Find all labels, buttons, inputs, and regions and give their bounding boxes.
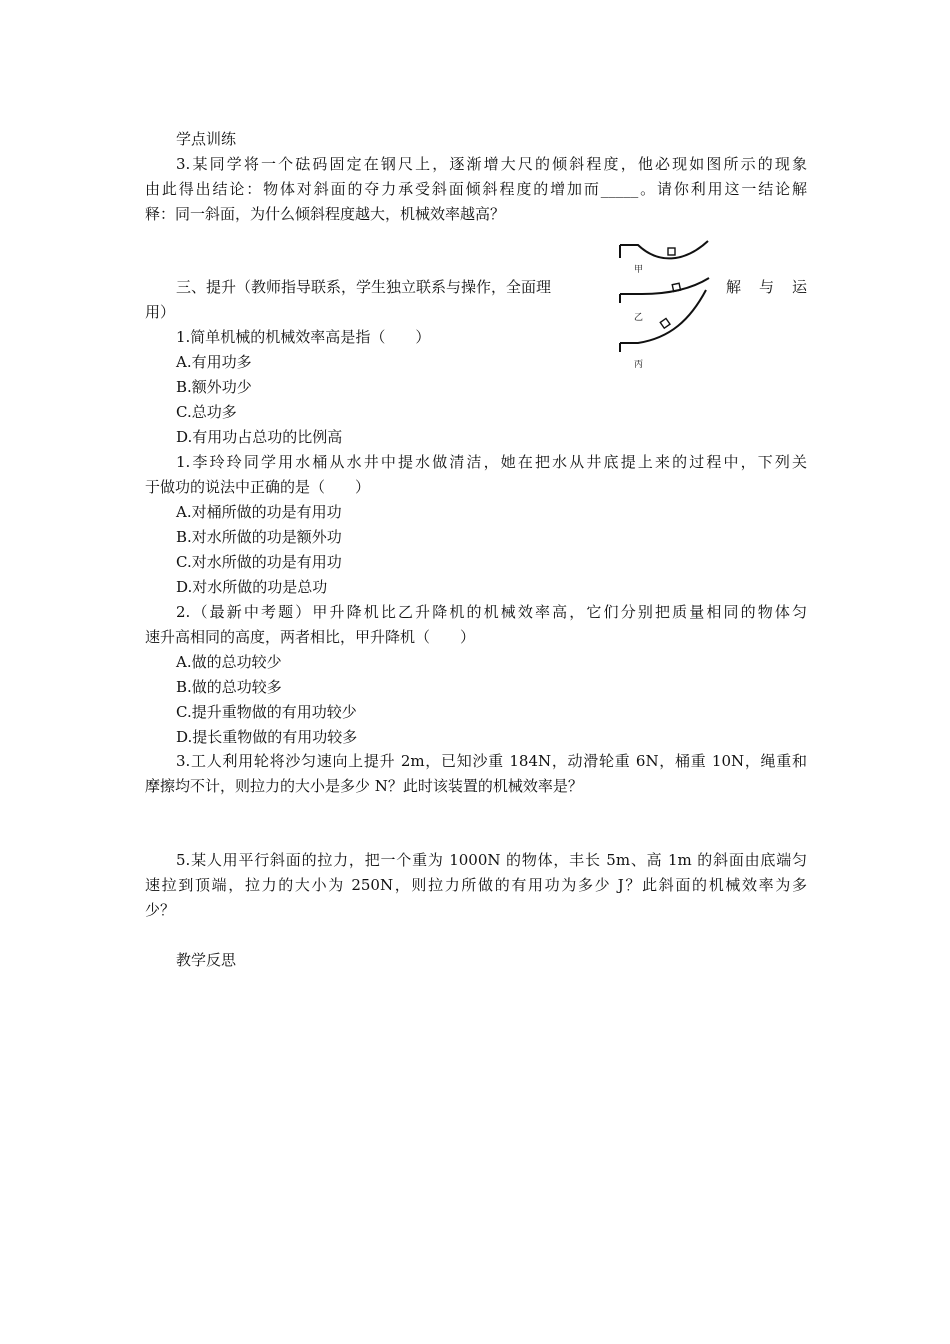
- mc2-option-a: A.对桶所做的功是有用功: [176, 503, 342, 521]
- mc1-option-a: A.有用功多: [176, 353, 252, 371]
- q3-study-line-3: 释：同一斜面，为什么倾斜程度越大，机械效率越高？: [145, 205, 506, 223]
- q3-study-line-1: 3.某同学将一个砝码固定在钢尺上，逐渐增大尺的倾斜程度，他必现如图所示的现象: [176, 155, 807, 173]
- mc1-option-c: C.总功多: [176, 403, 237, 421]
- figure-label-a: 甲: [634, 265, 644, 275]
- section-heading-reflection: 教学反思: [176, 951, 237, 969]
- mc3-stem-line-1: 2.（最新中考题）甲升降机比乙升降机的机械效率高，它们分别把质量相同的物体匀: [176, 603, 807, 621]
- figure-label-c: 丙: [634, 360, 644, 370]
- mc2-stem-line-2: 于做功的说法中正确的是（ ）: [145, 478, 371, 496]
- mc2-stem-line-1: 1.李玲玲同学用水桶从水井中提水做清洁，她在把水从井底提上来的过程中，下列关: [176, 453, 807, 471]
- mc1-option-b: B.额外功少: [176, 378, 252, 396]
- section-heading-study: 学点训练: [176, 130, 237, 148]
- mc3-stem-line-2: 速升高相同的高度，两者相比，甲升降机（ ）: [145, 628, 476, 646]
- q-incline-line-2: 速拉到顶端，拉力的大小为 250N，则拉力所做的有用功为多少 J？此斜面的机械效率为多: [145, 876, 807, 894]
- mc2-option-c: C.对水所做的功是有用功: [176, 553, 342, 571]
- mc3-option-b: B.做的总功较多: [176, 678, 282, 696]
- figure-label-b: 乙: [634, 313, 644, 323]
- q-pulley-line-1: 3.工人利用轮将沙匀速向上提升 2m，已知沙重 184N，动滑轮重 6N，桶重 10N，绳重和: [176, 752, 807, 770]
- mc1-option-d: D.有用功占总功的比例高: [176, 428, 343, 446]
- section-heading-three-cont: 用）: [145, 303, 176, 321]
- q3-study-line-2: 由此得出结论：物体对斜面的夺力承受斜面倾斜程度的增加而_____。请你利用这一结论解: [145, 180, 807, 198]
- mc3-option-d: D.提长重物做的有用功较多: [176, 728, 358, 746]
- mc1-stem: 1.简单机械的机械效率高是指（ ）: [176, 328, 431, 346]
- mc3-option-c: C.提升重物做的有用功较少: [176, 703, 357, 721]
- incline-ruler-figure: [618, 238, 714, 374]
- q-incline-line-3: 少？: [145, 901, 176, 919]
- mc2-option-b: B.对水所做的功是额外功: [176, 528, 342, 546]
- q-pulley-line-2: 摩擦均不计，则拉力的大小是多少 N？此时该装置的机械效率是？: [145, 777, 583, 795]
- q-incline-line-1: 5.某人用平行斜面的拉力，把一个重为 1000N 的物体，丰长 5m、高 1m 的斜面由底端匀: [176, 851, 807, 869]
- section-heading-three: 三、提升（教师指导联系，学生独立联系与操作，全面理: [176, 278, 552, 296]
- mc2-option-d: D.对水所做的功是总功: [176, 578, 328, 596]
- mc3-option-a: A.做的总功较少: [176, 653, 282, 671]
- section-heading-three-right: 解 与 运: [726, 278, 807, 296]
